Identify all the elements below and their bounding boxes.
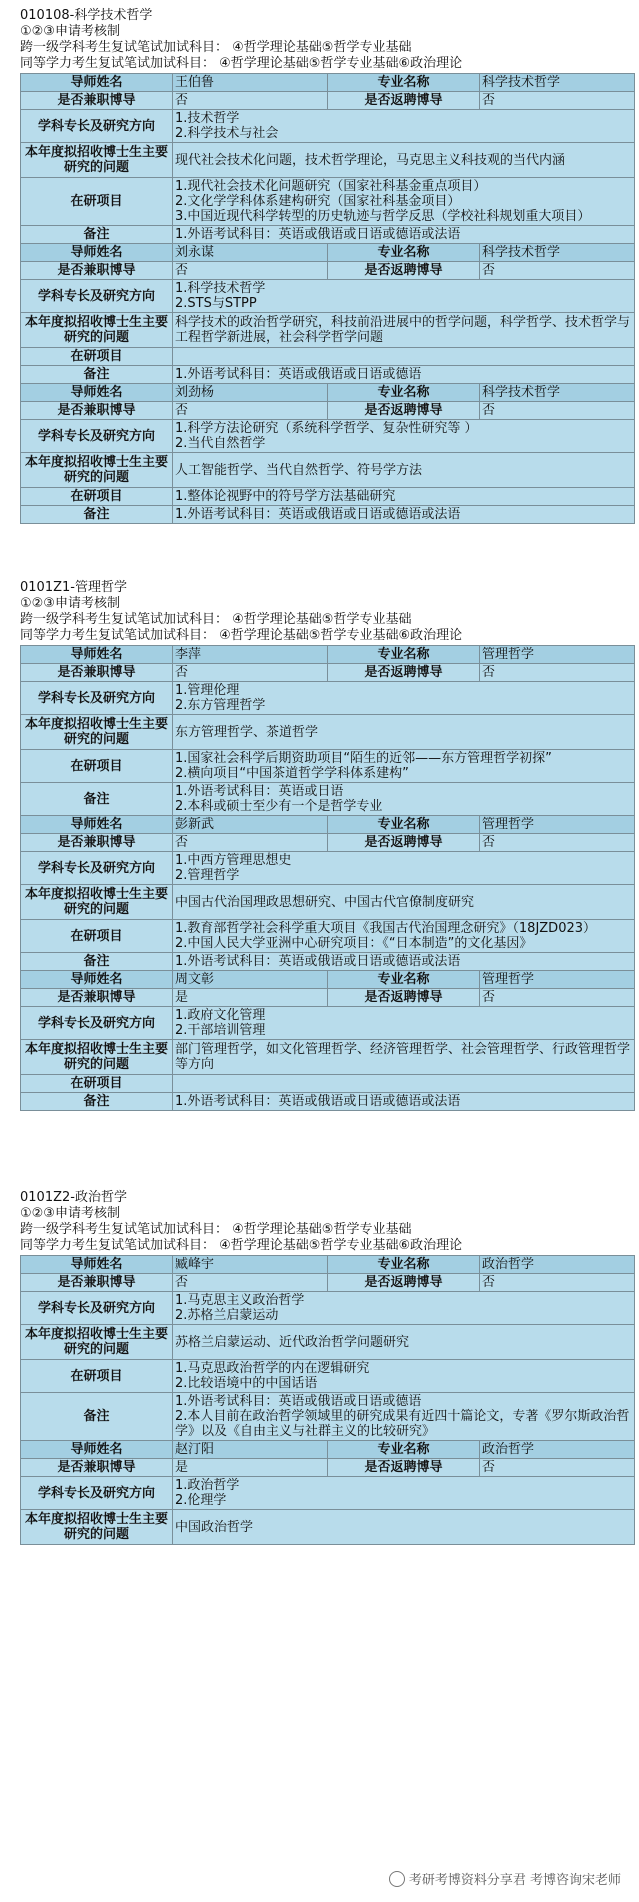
major-value: 科学技术哲学 xyxy=(480,74,635,92)
specialty-value-line: 1.马克思主义政治哲学 xyxy=(175,1293,305,1308)
specialty-value-line: 1.科学方法论研究（系统科学哲学、复杂性研究等 ） xyxy=(175,421,478,436)
rehired-value: 否 xyxy=(480,834,635,852)
projects-value-line: 1.教育部哲学社会科学重大项目《我国古代治国理念研究》（18JZD023） xyxy=(175,921,597,936)
problems-value-line: 东方管理哲学、茶道哲学 xyxy=(175,724,319,740)
concurrent-label: 是否兼职博导 xyxy=(21,92,173,110)
problems-label: 本年度拟招收博士生主要研究的问题 xyxy=(21,885,173,920)
projects-row xyxy=(21,488,635,506)
projects-value xyxy=(173,178,635,226)
specialty-row xyxy=(21,1292,635,1325)
projects-label: 在研项目 xyxy=(21,750,173,783)
problems-row xyxy=(21,1040,635,1075)
notes-value-line: 1.外语考试科目：英语或俄语或日语或德语 xyxy=(175,367,422,382)
rehired-value: 否 xyxy=(480,92,635,110)
rehired-value: 否 xyxy=(480,1274,635,1292)
rehired-label: 是否返聘博导 xyxy=(328,834,480,852)
section-method: ①②③申请考核制 xyxy=(20,24,120,39)
problems-value xyxy=(173,715,635,750)
specialty-value-line: 2.东方管理哲学 xyxy=(175,698,266,713)
major-value: 政治哲学 xyxy=(480,1256,635,1274)
specialty-value-line: 2.干部培训管理 xyxy=(175,1023,266,1038)
projects-row xyxy=(21,348,635,366)
specialty-value-line: 2.管理哲学 xyxy=(175,868,240,883)
problems-label: 本年度拟招收博士生主要研究的问题 xyxy=(21,453,173,488)
projects-label: 在研项目 xyxy=(21,1360,173,1393)
tutor-name-label: 导师姓名 xyxy=(21,816,173,834)
projects-row xyxy=(21,178,635,226)
major-label: 专业名称 xyxy=(328,646,480,664)
problems-value-line: 人工智能哲学、当代自然哲学、符号学方法 xyxy=(175,462,423,478)
tutor-name-row xyxy=(21,646,635,664)
notes-value xyxy=(173,783,635,816)
problems-value-line: 中国政治哲学 xyxy=(175,1519,254,1535)
major-label: 专业名称 xyxy=(328,244,480,262)
tutor-name-row xyxy=(21,1441,635,1459)
tutor-name-label: 导师姓名 xyxy=(21,1256,173,1274)
rehired-label: 是否返聘博导 xyxy=(328,92,480,110)
tutor-status-row xyxy=(21,1274,635,1292)
specialty-value xyxy=(173,420,635,453)
specialty-row xyxy=(21,682,635,715)
tutor-table xyxy=(20,645,635,1111)
specialty-value-line: 1.管理伦理 xyxy=(175,683,240,698)
projects-value xyxy=(173,920,635,953)
major-value: 管理哲学 xyxy=(480,816,635,834)
notes-row xyxy=(21,953,635,971)
tutor-name-label: 导师姓名 xyxy=(21,244,173,262)
problems-value-line: 现代社会技术化问题，技术哲学理论，马克思主义科技观的当代内涵 xyxy=(175,152,566,168)
specialty-value-line: 1.技术哲学 xyxy=(175,111,240,126)
specialty-value-line: 2.苏格兰启蒙运动 xyxy=(175,1308,279,1323)
specialty-value-line: 2.伦理学 xyxy=(175,1493,227,1508)
projects-value-line: 2.比较语境中的中国话语 xyxy=(175,1376,318,1391)
specialty-value xyxy=(173,682,635,715)
concurrent-value: 否 xyxy=(173,1274,328,1292)
projects-row xyxy=(21,750,635,783)
notes-value-line: 1.外语考试科目：英语或俄语或日语或德语或法语 xyxy=(175,507,461,522)
rehired-label: 是否返聘博导 xyxy=(328,402,480,420)
tutor-name-value: 赵汀阳 xyxy=(173,1441,328,1459)
problems-row xyxy=(21,313,635,348)
rehired-label: 是否返聘博导 xyxy=(328,1459,480,1477)
notes-row xyxy=(21,1093,635,1111)
projects-label: 在研项目 xyxy=(21,178,173,226)
problems-row xyxy=(21,453,635,488)
problems-value-line: 科学技术的政治哲学研究，科技前沿进展中的哲学问题，科学哲学、技术哲学与工程哲学新进展，社会科学哲学问题 xyxy=(175,315,631,345)
tutor-status-row xyxy=(21,92,635,110)
projects-value xyxy=(173,348,635,366)
problems-row xyxy=(21,1325,635,1360)
tutor-name-value: 刘永谋 xyxy=(173,244,328,262)
tutor-name-label: 导师姓名 xyxy=(21,1441,173,1459)
major-label: 专业名称 xyxy=(328,971,480,989)
major-value: 科学技术哲学 xyxy=(480,244,635,262)
section-method: ①②③申请考核制 xyxy=(20,596,120,611)
notes-value xyxy=(173,506,635,524)
major-value: 管理哲学 xyxy=(480,646,635,664)
notes-label: 备注 xyxy=(21,1393,173,1441)
tutor-name-label: 导师姓名 xyxy=(21,384,173,402)
section-equiv: 同等学力考生复试笔试加试科目： ④哲学理论基础⑤哲学专业基础⑥政治理论 xyxy=(20,56,463,71)
rehired-value: 否 xyxy=(480,262,635,280)
tutor-status-row xyxy=(21,262,635,280)
notes-label: 备注 xyxy=(21,1093,173,1111)
tutor-table xyxy=(20,1255,635,1545)
problems-value xyxy=(173,453,635,488)
specialty-value xyxy=(173,110,635,143)
major-value: 管理哲学 xyxy=(480,971,635,989)
notes-label: 备注 xyxy=(21,783,173,816)
projects-value-line: 2.中国人民大学亚洲中心研究项目：《“日本制造”的文化基因》 xyxy=(175,936,533,951)
concurrent-label: 是否兼职博导 xyxy=(21,989,173,1007)
projects-row xyxy=(21,920,635,953)
projects-row xyxy=(21,1360,635,1393)
notes-row xyxy=(21,783,635,816)
tutor-name-value: 刘劲杨 xyxy=(173,384,328,402)
problems-label: 本年度拟招收博士生主要研究的问题 xyxy=(21,143,173,178)
problems-row xyxy=(21,143,635,178)
specialty-value-line: 1.科学技术哲学 xyxy=(175,281,266,296)
specialty-value-line: 1.政府文化管理 xyxy=(175,1008,266,1023)
projects-value xyxy=(173,488,635,506)
tutor-name-value: 臧峰宇 xyxy=(173,1256,328,1274)
specialty-value-line: 2.科学技术与社会 xyxy=(175,126,279,141)
projects-value-line: 3.中国近现代科学转型的历史轨迹与哲学反思（学校社科规划重大项目） xyxy=(175,209,591,224)
tutor-name-value: 李萍 xyxy=(173,646,328,664)
section-code: 0101Z1-管理哲学 xyxy=(20,580,127,595)
wechat-icon xyxy=(389,1871,405,1887)
rehired-value: 否 xyxy=(480,664,635,682)
watermark-text: 考研考博资料分享君 考博咨询宋老师 xyxy=(408,1873,621,1888)
rehired-label: 是否返聘博导 xyxy=(328,989,480,1007)
problems-label: 本年度拟招收博士生主要研究的问题 xyxy=(21,1325,173,1360)
concurrent-label: 是否兼职博导 xyxy=(21,834,173,852)
notes-value-line: 2.本人目前在政治哲学领域里的研究成果有近四十篇论文，专著《罗尔斯政治哲学》以及《自由主义与社群主义的比较研究》 xyxy=(175,1409,630,1439)
notes-value-line: 2.本科或硕士至少有一个是哲学专业 xyxy=(175,799,383,814)
projects-value-line: 1.现代社会技术化问题研究（国家社科基金重点项目） xyxy=(175,179,487,194)
concurrent-value: 否 xyxy=(173,402,328,420)
projects-label: 在研项目 xyxy=(21,348,173,366)
notes-value-line: 1.外语考试科目：英语或俄语或日语或德语 xyxy=(175,1394,422,1409)
tutor-name-value: 彭新武 xyxy=(173,816,328,834)
concurrent-value: 是 xyxy=(173,1459,328,1477)
concurrent-value: 否 xyxy=(173,262,328,280)
notes-row xyxy=(21,1393,635,1441)
specialty-value-line: 2.当代自然哲学 xyxy=(175,436,266,451)
specialty-value-line: 1.中西方管理思想史 xyxy=(175,853,292,868)
projects-value-line: 1.整体论视野中的符号学方法基础研究 xyxy=(175,489,396,504)
tutor-table xyxy=(20,73,635,524)
tutor-name-row xyxy=(21,384,635,402)
problems-row xyxy=(21,1510,635,1545)
notes-value xyxy=(173,1093,635,1111)
watermark xyxy=(389,1869,621,1888)
projects-value xyxy=(173,1075,635,1093)
concurrent-value: 否 xyxy=(173,834,328,852)
section-code: 010108-科学技术哲学 xyxy=(20,8,153,23)
section-method: ①②③申请考核制 xyxy=(20,1206,120,1221)
major-label: 专业名称 xyxy=(328,1441,480,1459)
specialty-label: 学科专长及研究方向 xyxy=(21,1292,173,1325)
specialty-label: 学科专长及研究方向 xyxy=(21,1477,173,1510)
problems-value xyxy=(173,1040,635,1075)
problems-value xyxy=(173,885,635,920)
tutor-name-value: 王伯鲁 xyxy=(173,74,328,92)
tutor-status-row xyxy=(21,664,635,682)
rehired-value: 否 xyxy=(480,1459,635,1477)
concurrent-value: 否 xyxy=(173,92,328,110)
concurrent-label: 是否兼职博导 xyxy=(21,1274,173,1292)
major-label: 专业名称 xyxy=(328,1256,480,1274)
specialty-label: 学科专长及研究方向 xyxy=(21,280,173,313)
specialty-row xyxy=(21,420,635,453)
projects-value-line: 2.横向项目“中国茶道哲学学科体系建构” xyxy=(175,766,409,781)
tutor-name-row xyxy=(21,244,635,262)
concurrent-label: 是否兼职博导 xyxy=(21,664,173,682)
concurrent-label: 是否兼职博导 xyxy=(21,1459,173,1477)
rehired-label: 是否返聘博导 xyxy=(328,664,480,682)
problems-value xyxy=(173,1510,635,1545)
problems-value-line: 苏格兰启蒙运动、近代政治哲学问题研究 xyxy=(175,1334,410,1350)
notes-row xyxy=(21,506,635,524)
notes-label: 备注 xyxy=(21,366,173,384)
specialty-label: 学科专长及研究方向 xyxy=(21,420,173,453)
problems-label: 本年度拟招收博士生主要研究的问题 xyxy=(21,313,173,348)
specialty-row xyxy=(21,1477,635,1510)
rehired-label: 是否返聘博导 xyxy=(328,1274,480,1292)
problems-row xyxy=(21,715,635,750)
concurrent-value: 否 xyxy=(173,664,328,682)
specialty-row xyxy=(21,1007,635,1040)
specialty-label: 学科专长及研究方向 xyxy=(21,1007,173,1040)
tutor-status-row xyxy=(21,834,635,852)
section-cross: 跨一级学科考生复试笔试加试科目： ④哲学理论基础⑤哲学专业基础 xyxy=(20,1222,412,1237)
specialty-value-line: 2.STS与STPP xyxy=(175,296,257,311)
major-label: 专业名称 xyxy=(328,384,480,402)
specialty-row xyxy=(21,110,635,143)
problems-value xyxy=(173,143,635,178)
specialty-value xyxy=(173,1477,635,1510)
section-equiv: 同等学力考生复试笔试加试科目： ④哲学理论基础⑤哲学专业基础⑥政治理论 xyxy=(20,1238,463,1253)
notes-label: 备注 xyxy=(21,953,173,971)
problems-value-line: 部门管理哲学，如文化管理哲学、经济管理哲学、社会管理哲学、行政管理哲学等方向 xyxy=(175,1042,631,1072)
problems-value-line: 中国古代治国理政思想研究、中国古代官僚制度研究 xyxy=(175,894,475,910)
specialty-label: 学科专长及研究方向 xyxy=(21,852,173,885)
tutor-status-row xyxy=(21,1459,635,1477)
projects-value xyxy=(173,1360,635,1393)
problems-label: 本年度拟招收博士生主要研究的问题 xyxy=(21,1040,173,1075)
projects-label: 在研项目 xyxy=(21,1075,173,1093)
tutor-status-row xyxy=(21,402,635,420)
major-value: 科学技术哲学 xyxy=(480,384,635,402)
notes-value-line: 1.外语考试科目：英语或俄语或日语或德语或法语 xyxy=(175,1094,461,1109)
projects-value-line: 1.国家社会科学后期资助项目“陌生的近邻——东方管理哲学初探” xyxy=(175,751,552,766)
tutor-name-label: 导师姓名 xyxy=(21,74,173,92)
specialty-value xyxy=(173,852,635,885)
rehired-value: 否 xyxy=(480,402,635,420)
notes-value xyxy=(173,226,635,244)
major-label: 专业名称 xyxy=(328,816,480,834)
notes-value xyxy=(173,366,635,384)
tutor-name-row xyxy=(21,1256,635,1274)
major-label: 专业名称 xyxy=(328,74,480,92)
problems-value xyxy=(173,313,635,348)
section-cross: 跨一级学科考生复试笔试加试科目： ④哲学理论基础⑤哲学专业基础 xyxy=(20,612,412,627)
projects-value xyxy=(173,750,635,783)
notes-value xyxy=(173,1393,635,1441)
notes-value xyxy=(173,953,635,971)
tutor-name-label: 导师姓名 xyxy=(21,646,173,664)
specialty-label: 学科专长及研究方向 xyxy=(21,110,173,143)
notes-value-line: 1.外语考试科目：英语或俄语或日语或德语或法语 xyxy=(175,954,461,969)
notes-label: 备注 xyxy=(21,506,173,524)
specialty-label: 学科专长及研究方向 xyxy=(21,682,173,715)
notes-label: 备注 xyxy=(21,226,173,244)
concurrent-label: 是否兼职博导 xyxy=(21,402,173,420)
projects-label: 在研项目 xyxy=(21,488,173,506)
specialty-value-line: 1.政治哲学 xyxy=(175,1478,240,1493)
tutor-name-value: 周文彰 xyxy=(173,971,328,989)
tutor-name-row xyxy=(21,971,635,989)
projects-row xyxy=(21,1075,635,1093)
concurrent-value: 是 xyxy=(173,989,328,1007)
notes-value-line: 1.外语考试科目：英语或日语 xyxy=(175,784,344,799)
notes-value-line: 1.外语考试科目：英语或俄语或日语或德语或法语 xyxy=(175,227,461,242)
specialty-row xyxy=(21,852,635,885)
specialty-row xyxy=(21,280,635,313)
projects-value-line: 2.文化学学科体系建构研究（国家社科基金项目） xyxy=(175,194,461,209)
tutor-status-row xyxy=(21,989,635,1007)
specialty-value xyxy=(173,1292,635,1325)
problems-value xyxy=(173,1325,635,1360)
tutor-name-label: 导师姓名 xyxy=(21,971,173,989)
projects-value-line: 1.马克思政治哲学的内在逻辑研究 xyxy=(175,1361,370,1376)
section-equiv: 同等学力考生复试笔试加试科目： ④哲学理论基础⑤哲学专业基础⑥政治理论 xyxy=(20,628,463,643)
section-cross: 跨一级学科考生复试笔试加试科目： ④哲学理论基础⑤哲学专业基础 xyxy=(20,40,412,55)
tutor-name-row xyxy=(21,74,635,92)
specialty-value xyxy=(173,1007,635,1040)
notes-row xyxy=(21,226,635,244)
notes-row xyxy=(21,366,635,384)
section-code: 0101Z2-政治哲学 xyxy=(20,1190,127,1205)
rehired-value: 否 xyxy=(480,989,635,1007)
problems-label: 本年度拟招收博士生主要研究的问题 xyxy=(21,1510,173,1545)
tutor-name-row xyxy=(21,816,635,834)
specialty-value xyxy=(173,280,635,313)
projects-label: 在研项目 xyxy=(21,920,173,953)
major-value: 政治哲学 xyxy=(480,1441,635,1459)
problems-row xyxy=(21,885,635,920)
concurrent-label: 是否兼职博导 xyxy=(21,262,173,280)
rehired-label: 是否返聘博导 xyxy=(328,262,480,280)
problems-label: 本年度拟招收博士生主要研究的问题 xyxy=(21,715,173,750)
